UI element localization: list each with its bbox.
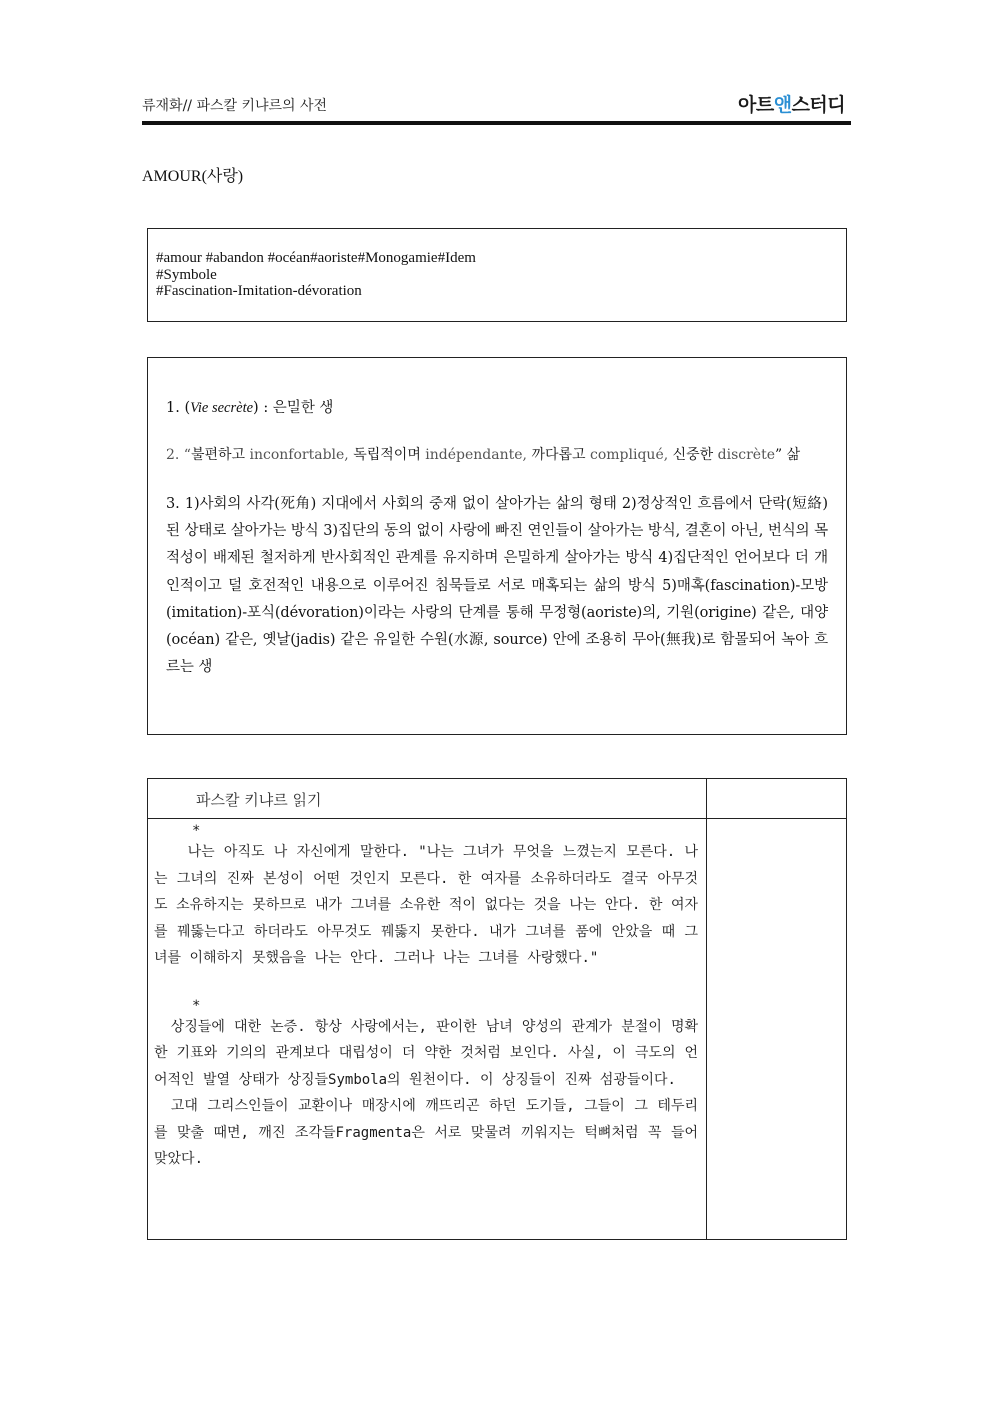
- def1-num: 1. (: [166, 400, 191, 416]
- def2-b: 독립적이며: [353, 447, 421, 463]
- reading-title: 파스칼 키냐르 읽기: [196, 791, 322, 809]
- star-marker: *: [192, 823, 201, 839]
- def1-italic: Vie secrète: [190, 400, 254, 416]
- star-marker: *: [192, 997, 201, 1014]
- brand-accent: 앤: [773, 94, 792, 116]
- def2-end: ” 삶: [775, 447, 801, 463]
- def2-c: 까다롭고: [531, 447, 586, 463]
- reading-paragraph: 고대 그리스인들이 교환이나 매장시에 깨뜨리곤 하던 도기들, 그들이 그 테두리를 맞출 때면, 깨진 조각들Fragmenta은 서로 맞물려 끼워지는 턱뼈처럼 꼭 들어맞았다.: [154, 1098, 698, 1167]
- reading-table: [147, 778, 847, 1240]
- reading-paragraph: 상징들에 대한 논증. 항상 사랑에서는, 판이한 남녀 양성의 관계가 분절이 명확한 기표와 기의의 관계보다 대립성이 더 약한 것처럼 보인다. 사실, 이 극도의 언어적인 발열 상태가 상징들Symbola의 원천이다. 이 상징들이 진짜 섬광들이다.: [154, 1018, 698, 1088]
- tags-box: [147, 228, 847, 322]
- def1-rest: ) : 은밀한 생: [253, 400, 334, 416]
- definitions-box: [147, 357, 847, 735]
- table-column-divider: [706, 779, 707, 1239]
- reading-paragraph: 나는 아직도 나 자신에게 말한다. "나는 그녀가 무엇을 느꼈는지 모른다. 나는 그녀의 진짜 본성이 어떤 것인지 모른다. 한 여자를 소유하더라도 결국 아무것도 소유하지는 못하므로 내가 그녀를 소유한 적이 없다는 것을 나는 안다. 한 여자를 꿰뚫는다고 하더라도 아무것도 꿰뚫지 못한다. 내가 그녀를 품에 안았을 때 그녀를 이해하지 못했음을 나는 안다. 그러나 나는 그녀를 사랑했다.": [154, 844, 698, 966]
- def2-a-fr: inconfortable,: [245, 447, 354, 463]
- header-title: 류재화// 파스칼 키냐르의 사전: [142, 98, 328, 114]
- header-rule: [142, 121, 851, 125]
- entry-title: AMOUR(사랑): [142, 168, 244, 185]
- def2-d-fr: discrète: [713, 447, 776, 463]
- def2-b-fr: indépendante,: [420, 447, 532, 463]
- def2-num: 2. “: [166, 447, 191, 463]
- definition-2: [166, 444, 828, 464]
- def2-c-fr: compliqué,: [585, 447, 673, 463]
- table-row-divider: [148, 818, 846, 819]
- tag-line: #amour #abandon #océan#aoriste#Monogamie#Idem: [156, 250, 476, 266]
- brand-part2: 스터디: [791, 94, 846, 116]
- tag-line: #Fascination-Imitation-dévoration: [156, 283, 362, 299]
- brand-logo: [738, 90, 845, 117]
- definition-3: 3. 1)사회의 사각(死角) 지대에서 사회의 중재 없이 살아가는 삶의 형태 2)정상적인 흐름에서 단락(短絡)된 상태로 살아가는 방식 3)집단의 동의 없이 사랑에 빠진 연인들이 살아가는 방식, 결혼이 아닌, 번식의 목적성이 배제된 철저하게 반사회적인 관계를 유지하며 은밀하게 살아가는 방식 4)집단적인 언어보다 더 개인적이고 덜 호전적인 내용으로 이루어진 침묵들로 서로 매혹되는 삶의 방식 5)매혹(fascination)-모방(imitation)-포식(dévoration)이라는 사랑의 단계를 통해 무정형(aoriste)의, 기원(origine) 같은, 대양(océan) 같은, 옛날(jadis) 같은 유일한 수원(水源, source) 안에 조용히 무아(無我)로 함몰되어 녹아 흐르는 생: [166, 496, 828, 676]
- tag-line: #Symbole: [156, 266, 217, 283]
- reading-body: [154, 823, 698, 1173]
- definition-1: [166, 396, 828, 417]
- def2-d: 신중한: [672, 447, 714, 463]
- brand-part1: 아트: [738, 94, 774, 116]
- paragraph-spacer: [154, 972, 698, 998]
- def2-a: 불편하고: [190, 447, 246, 463]
